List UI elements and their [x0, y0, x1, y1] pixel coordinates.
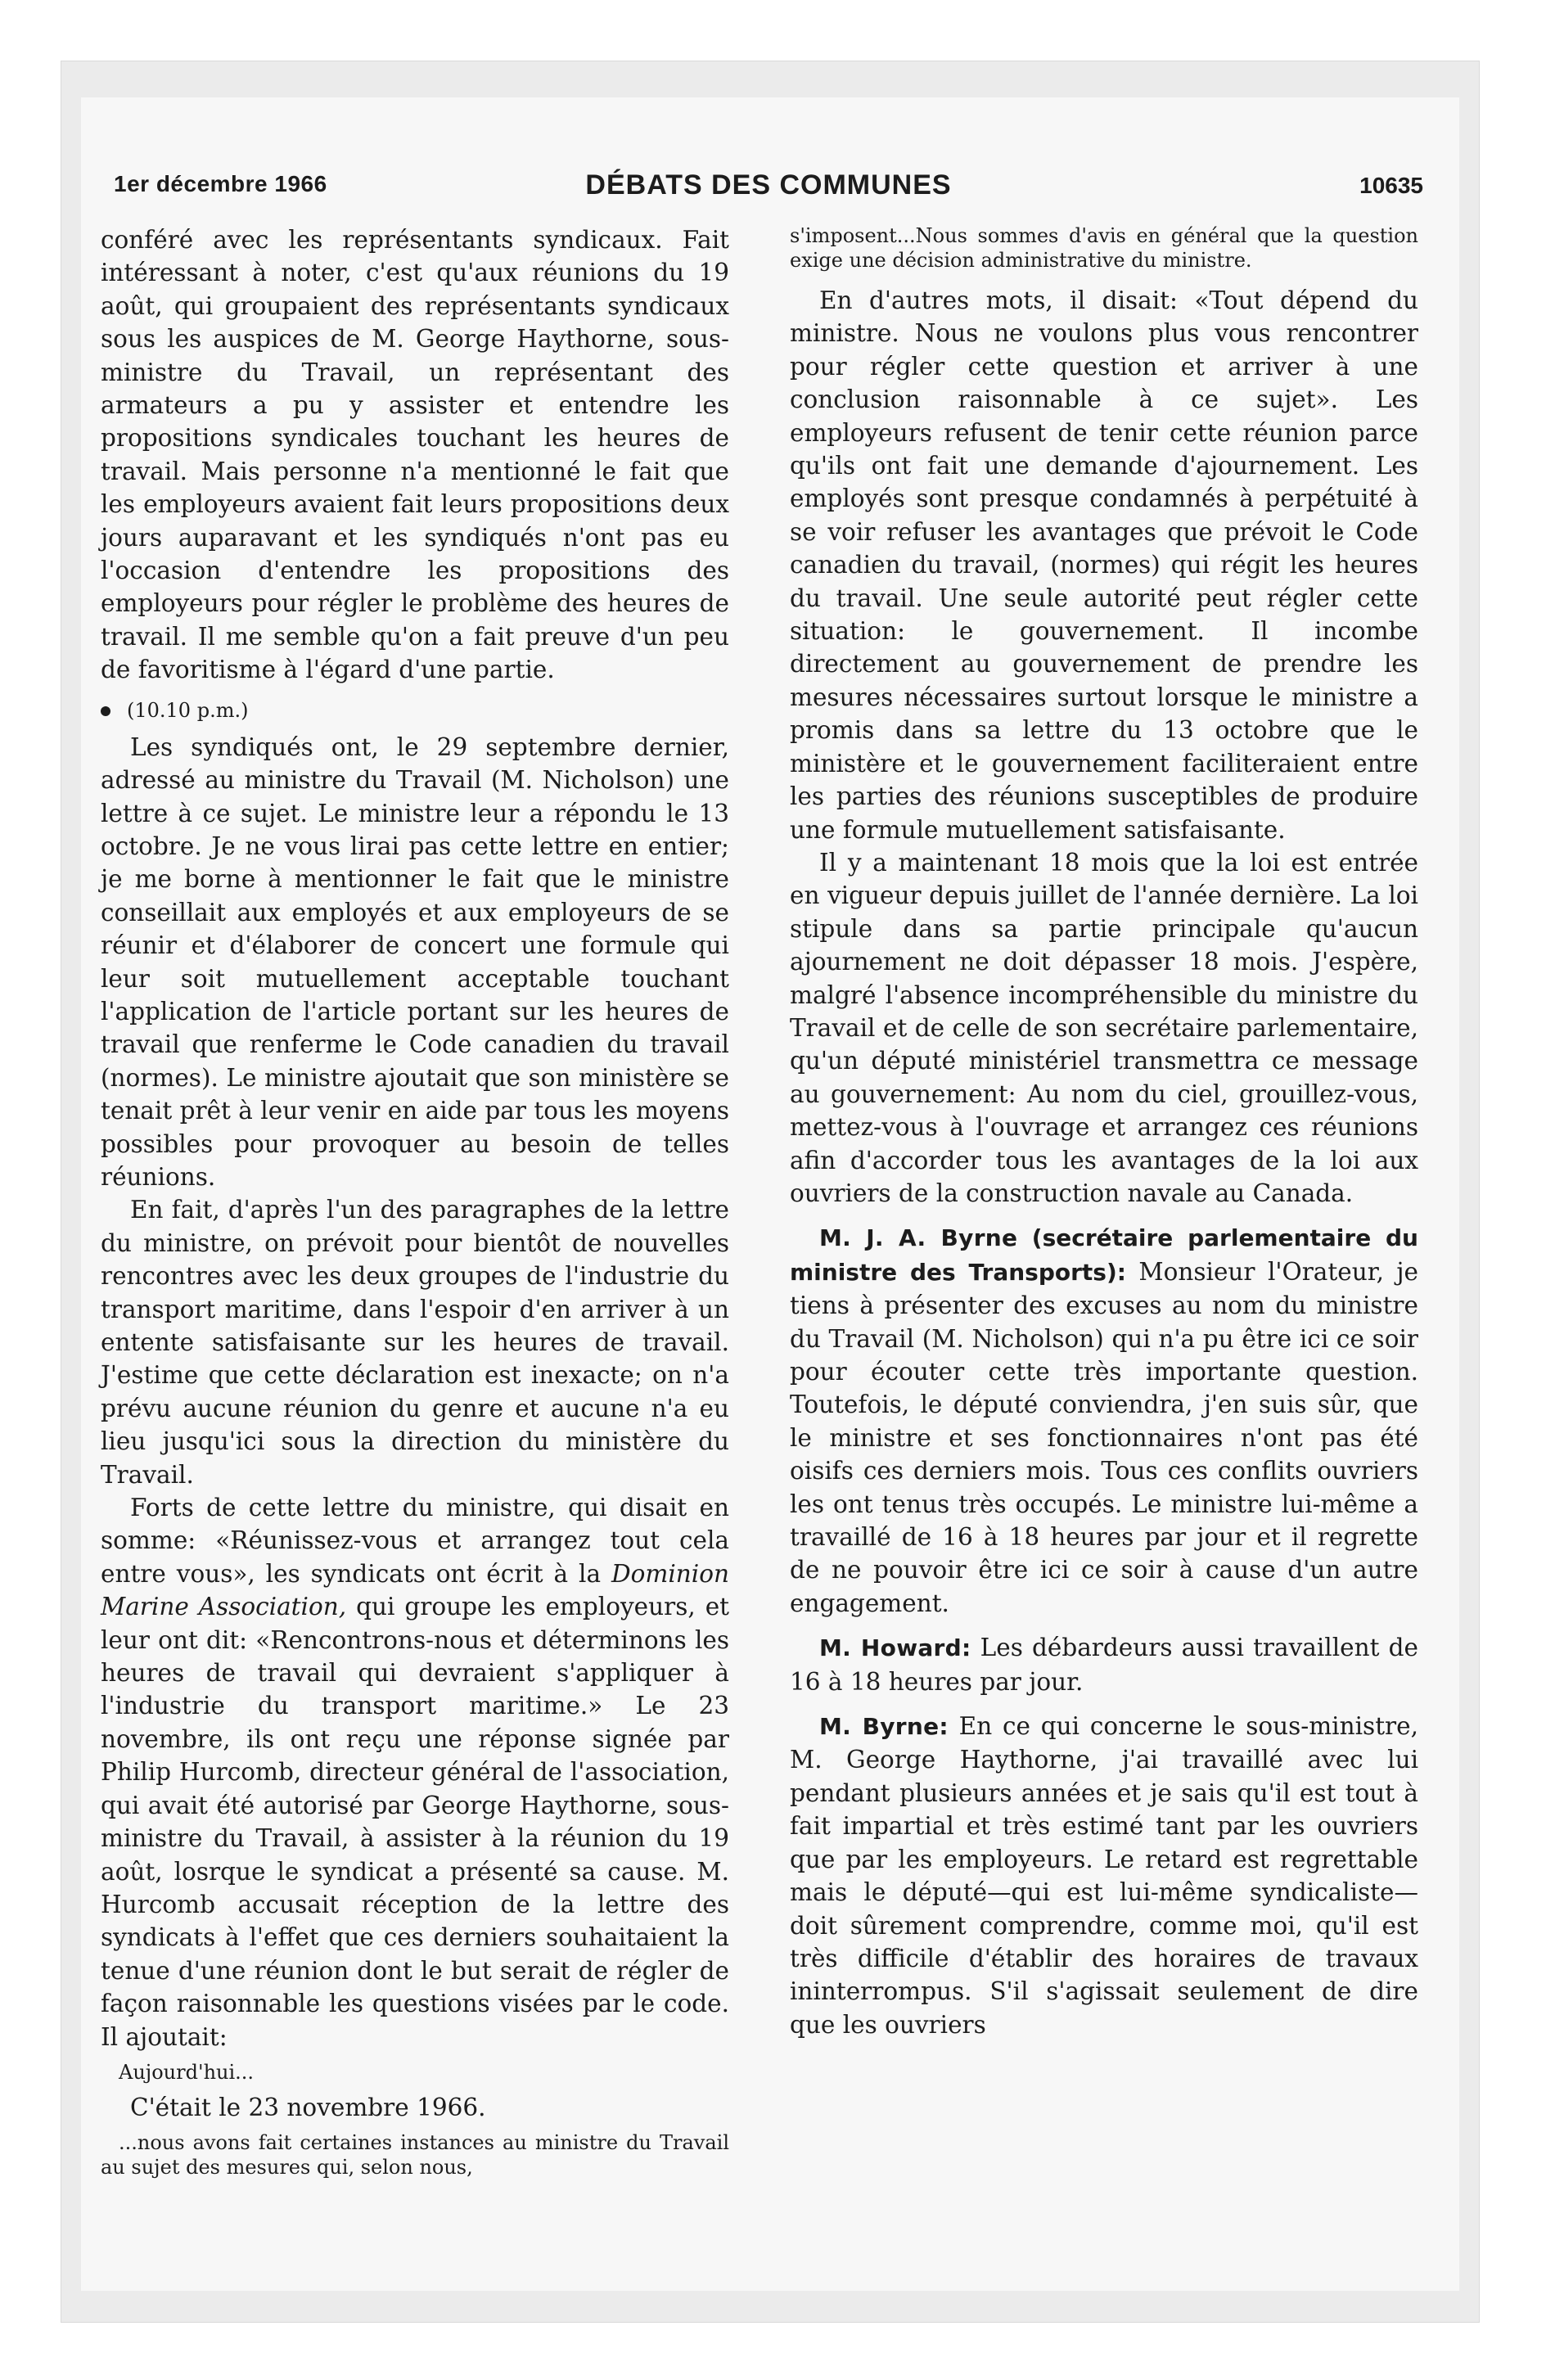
time-stamp: (10.10 p.m.) — [127, 698, 249, 722]
paragraph: Les syndiqués ont, le 29 septembre dernier, adressé au ministre du Travail (M. Nicholson) une lettre à ce sujet. Le ministre leur a répondu le 13 octobre. Je ne vous lirai pas cette lettre en entier; je me borne à mentionner le fait que le ministre conseillait aux employés et aux employeurs de se réunir et d'élaborer de concert une formule qui leur soit mutuellement acceptable touchant l'application de l'article portant sur les heures de travail que renferme le Code canadien du travail (normes). Le ministre ajoutait que son ministère se tenait prêt à leur venir en aide par tous les moyens possibles pour provoquer au besoin de telles réunions. — [101, 732, 729, 1191]
speech-text: Monsieur l'Orateur, je tiens à présenter des excuses au nom du ministre du Travail (M. Nicholson) qui n'a pu être ici ce soir pour écouter cette très importante question. Toutefois, le député conviendra, j'en suis sûr, que le ministre et ses fonctionnaires n'ont pas été oisifs ces derniers mois. Tous ces conflits ouvriers les ont tenus très occupés. Le ministre lui-même a travaillé de 16 à 18 heures par jour et il regrette de ne pouvoir être ici ce soir à cause d'un autre engagement. — [790, 1257, 1418, 1617]
header-title: DÉBATS DES COMMUNES — [585, 169, 952, 201]
paragraph — [101, 1491, 729, 2053]
document-page — [81, 97, 1459, 2291]
right-column — [790, 223, 1418, 2041]
time-marker — [101, 698, 729, 723]
paragraph-text: qui groupe les employeurs, et leur ont dit: «Rencontrons-nous et déterminons les heures de travail qui devraient s'appliquer à l'industrie du transport maritime.» Le 23 novembre, ils ont reçu une réponse signée par Philip Hurcomb, directeur général de l'association, qui avait été autorisé par George Haythorne, sous-ministre du Travail, à assister à la réunion du 19 août, losrque le syndicat a présenté sa cause. M. Hurcomb accusait réception de la lettre des syndicats à l'effet que ces derniers souhaitaient la tenue d'une réunion dont le but serait de régler de façon raisonnable les questions visées par le code. Il ajoutait: — [101, 1593, 730, 2051]
speech-text: En ce qui concerne le sous-ministre, M. George Haythorne, j'ai travaillé avec lui pendant plusieurs années et je sais qu'il est tout à fait impartial et très estimé tant par les ouvriers que par les employeurs. Le retard est regrettable mais le député—qui est lui-même syndicaliste—doit sûrement comprendre, comme moi, qu'il est très difficile d'établir des horaires de travaux ininterrompus. S'il s'agissait seulement de dire que les ouvriers — [790, 1712, 1418, 2039]
paragraph: C'était le 23 novembre 1966. — [130, 2093, 486, 2121]
speech-byrne-2 — [790, 1710, 1418, 2041]
header-page-number: 10635 — [1359, 173, 1423, 198]
speaker-name: M. Byrne: — [819, 1713, 949, 1741]
paragraph: En fait, d'après l'un des paragraphes de la lettre du ministre, on prévoit pour bientôt de nouvelles rencontres avec les deux groupes de l'industrie du transport maritime, dans l'espoir d'en arriver à un entente satisfaisante sur les heures de travail. J'estime que cette déclaration est inexacte; on n'a prévu aucune réunion du genre et aucune n'a eu lieu jusqu'ici sous la direction du ministère du Travail. — [101, 1196, 729, 1489]
paragraph-text: Forts de cette lettre du ministre, qui disait en somme: «Réunissez-vous et arrangez tout cela entre vous», les syndicats ont écrit à la — [101, 1494, 729, 1588]
scanned-page-background — [61, 61, 1480, 2323]
block-quote: Aujourd'hui... — [119, 2060, 255, 2084]
speaker-title: (secrétaire parlementaire du ministre des Transports): — [790, 1224, 1418, 1286]
paragraph: Il y a maintenant 18 mois que la loi est entrée en vigueur depuis juillet de l'année dernière. La loi stipule dans sa partie principale qu'aucun ajournement ne doit dépasser 18 mois. J'espère, malgré l'absence incompréhensible du ministre du Travail et de celle de son secrétaire parlementaire, qu'un député ministériel transmettra ce message au gouvernement: Au nom du ciel, grouillez-vous, mettez-vous à l'ouvrage et arrangez ces réunions afin d'accorder tous les avantages de la loi aux ouvriers de la construction navale au Canada. — [790, 848, 1418, 1207]
speech-byrne — [790, 1221, 1418, 1620]
block-quote: s'imposent...Nous sommes d'avis en général que la question exige une décision administrative du ministre. — [790, 224, 1418, 272]
organization-name: Dominion Marine Association, — [101, 1559, 729, 1621]
speaker-name: M. J. A. Byrne — [819, 1224, 1018, 1252]
paragraph: En d'autres mots, il disait: «Tout dépend du ministre. Nous ne voulons plus vous rencontrer pour régler cette question et arriver à une conclusion raisonnable à ce sujet». Les employeurs refusent de tenir cette réunion parce qu'ils ont fait une demande d'ajournement. Les employés sont presque condamnés à perpétuité à se voir refuser les avantages que prévoit le Code canadien du travail, (normes) qui régit les heures du travail. Une seule autorité peut régler cette situation: le gouvernement. Il incombe directement au gouvernement de prendre les mesures nécessaires surtout lorsque le ministre a promis dans sa lettre du 13 octobre que le ministère et le gouvernement faciliteraient entre les parties des réunions susceptibles de produire une formule mutuellement satisfaisante. — [790, 286, 1418, 844]
block-quote: ...nous avons fait certaines instances au ministre du Travail au sujet des mesures qui, selon nous, — [101, 2131, 729, 2179]
speaker-name: M. Howard: — [819, 1634, 971, 1662]
speech-howard — [790, 1631, 1418, 1698]
paragraph: conféré avec les représentants syndicaux. Fait intéressant à noter, c'est qu'aux réunions du 19 août, qui groupaient des représentants syndicaux sous les auspices de M. George Haythorne, sous-ministre du Travail, un représentant des armateurs a pu y assister et entendre les propositions syndicales touchant les heures de travail. Mais personne n'a mentionné le fait que les employeurs avaient fait leurs propositions deux jours auparavant et les syndiqués n'ont pas eu l'occasion d'entendre les propositions des employeurs pour régler le problème des heures de travail. Il me semble qu'on a fait preuve d'un peu de favoritisme à l'égard d'une partie. — [101, 226, 729, 684]
page-header — [114, 169, 1423, 202]
bullet-icon — [101, 706, 110, 716]
left-column — [101, 223, 729, 2179]
speech-text: Les débardeurs aussi travaillent de 16 à 18 heures par jour. — [790, 1634, 1418, 1696]
header-date: 1er décembre 1966 — [114, 171, 327, 196]
